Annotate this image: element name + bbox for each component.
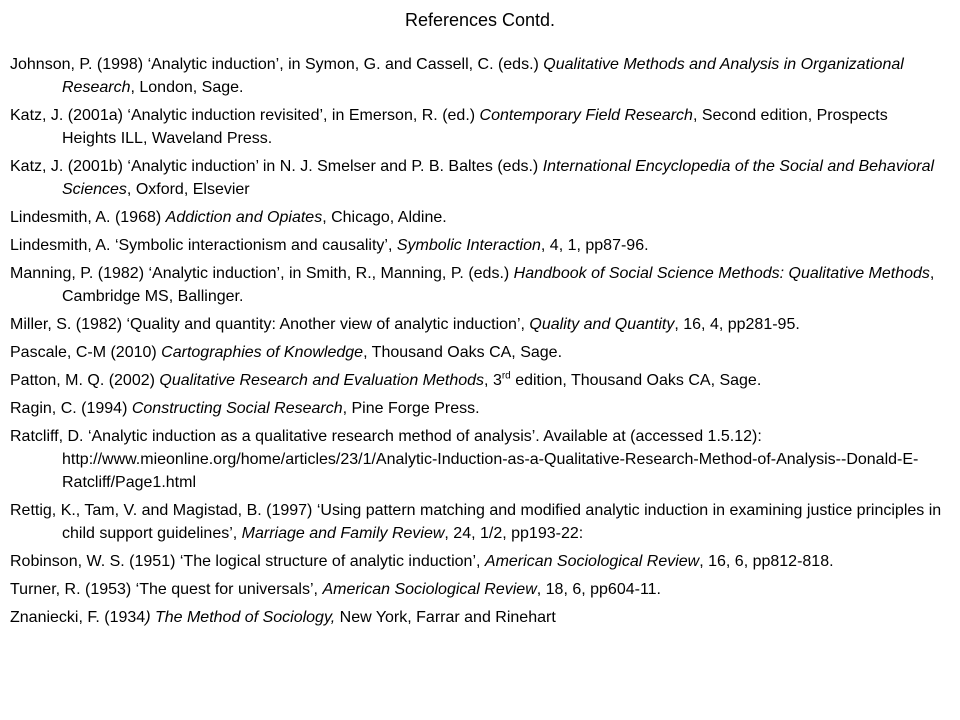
reference-text: Manning, P. (1982) ‘Analytic induction’, in Smith, R., Manning, P. (eds.) <box>10 265 514 282</box>
reference-text: , 18, 6, pp604-11. <box>536 581 661 598</box>
reference-text: , Chicago, Aldine. <box>322 209 447 226</box>
reference-text: , Pine Forge Press. <box>342 400 480 417</box>
reference-text: Lindesmith, A. ‘Symbolic interactionism and causality’, <box>10 237 397 254</box>
reference-text: edition, Thousand Oaks CA, Sage. <box>510 372 762 389</box>
reference-entry <box>10 397 945 420</box>
reference-title: International Encyclopedia of the Social and Behavioral Sciences <box>62 158 935 198</box>
reference-title: Quality and Quantity <box>529 316 675 333</box>
reference-entry <box>10 206 945 229</box>
reference-entry <box>10 578 945 601</box>
reference-text: Znaniecki, F. (1934 <box>10 609 146 626</box>
reference-text: , Second edition, Prospects Heights ILL, Waveland Press. <box>62 107 888 147</box>
reference-text: Pascale, C-M (2010) <box>10 344 162 361</box>
reference-text: Miller, S. (1982) ‘Quality and quantity: Another view of analytic induction’, <box>10 316 530 333</box>
reference-text: , 3 <box>484 372 502 389</box>
reference-title: American Sociological Review <box>322 581 537 598</box>
reference-title: Contemporary Field Research <box>479 107 693 124</box>
reference-list <box>10 53 945 634</box>
reference-text: , 16, 4, pp281-95. <box>674 316 800 333</box>
reference-text: Robinson, W. S. (1951) ‘The logical structure of analytic induction’, <box>10 553 485 570</box>
reference-title: Constructing Social Research <box>131 400 343 417</box>
reference-text: Patton, M. Q. (2002) <box>10 372 160 389</box>
reference-text: , 4, 1, pp87-96. <box>540 237 649 254</box>
reference-text: , London, Sage. <box>130 79 244 96</box>
reference-entry <box>10 262 945 308</box>
reference-title: ) The Method of Sociology, <box>145 609 336 626</box>
reference-entry <box>10 155 945 201</box>
reference-text: , 16, 6, pp812-818. <box>699 553 834 570</box>
reference-entry <box>10 104 945 150</box>
reference-entry <box>10 234 945 257</box>
reference-title: Qualitative Methods and Analysis in Organizational Research <box>62 56 904 96</box>
reference-title: Cartographies of Knowledge <box>161 344 364 361</box>
reference-entry <box>10 313 945 336</box>
reference-superscript: rd <box>501 370 511 382</box>
reference-text: Katz, J. (2001b) ‘Analytic induction’ in N. J. Smelser and P. B. Baltes (eds.) <box>10 158 543 175</box>
reference-text: Rettig, K., Tam, V. and Magistad, B. (1997) ‘Using pattern matching and modified analytic induction in examining justice principles in child support guidelines’, <box>10 502 942 542</box>
reference-text: Katz, J. (2001a) ‘Analytic induction revisited’, in Emerson, R. (ed.) <box>10 107 480 124</box>
reference-text: , 24, 1/2, pp193-22: <box>444 525 584 542</box>
reference-text: Johnson, P. (1998) ‘Analytic induction’, in Symon, G. and Cassell, C. (eds.) <box>10 56 544 73</box>
reference-entry <box>10 499 945 545</box>
reference-title: Symbolic Interaction <box>396 237 541 254</box>
reference-title: Qualitative Research and Evaluation Methods <box>159 372 485 389</box>
reference-title: Addiction and Opiates <box>165 209 323 226</box>
reference-text: , Thousand Oaks CA, Sage. <box>363 344 563 361</box>
reference-text: Lindesmith, A. (1968) <box>10 209 166 226</box>
reference-entry <box>10 53 945 99</box>
reference-entry <box>10 425 945 494</box>
reference-entry <box>10 606 945 629</box>
reference-entry <box>10 369 945 392</box>
reference-text: New York, Farrar and Rinehart <box>335 609 556 626</box>
reference-text: , Cambridge MS, Ballinger. <box>62 265 935 305</box>
reference-title: Handbook of Social Science Methods: Qualitative Methods <box>513 265 930 282</box>
reference-title: American Sociological Review <box>484 553 700 570</box>
reference-text: Ragin, C. (1994) <box>10 400 132 417</box>
reference-title: Marriage and Family Review <box>241 525 445 542</box>
reference-entry <box>10 341 945 364</box>
reference-text: , Oxford, Elsevier <box>126 181 250 198</box>
slide-title: References Contd. <box>404 10 556 30</box>
reference-text: Turner, R. (1953) ‘The quest for universals’, <box>10 581 323 598</box>
reference-text: Ratcliff, D. ‘Analytic induction as a qualitative research method of analysis’. Available at (accessed 1.5.12): http://www.mieonline.org/home/articles/23/1/Analytic-Induction-as-a-Qualitative-Research-Method-of-Analysis--Donald-E-Ratcliff/Page1.html <box>10 428 919 491</box>
reference-entry <box>10 550 945 573</box>
